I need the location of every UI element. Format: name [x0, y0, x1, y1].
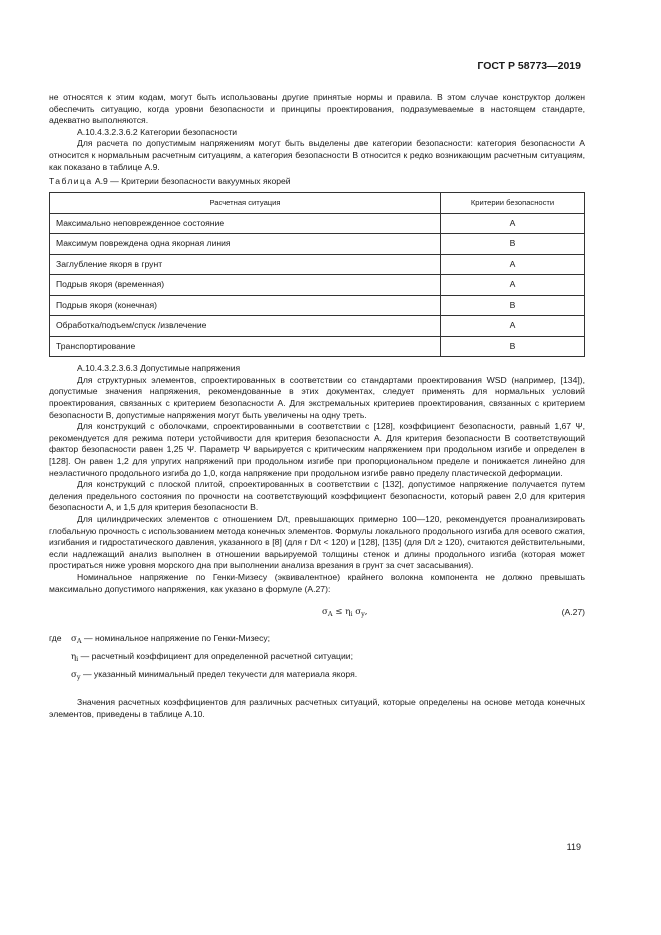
table-cell: Максимально неповрежденное состояние	[50, 213, 441, 234]
legend-item: $\sigma_A$ — номинальное напряжение по Генки-Мизесу;	[71, 633, 271, 646]
table-row	[50, 275, 585, 296]
table-row	[50, 234, 585, 255]
legend-lead: где	[49, 633, 62, 644]
table-row	[50, 336, 585, 357]
symbol-legend	[49, 633, 585, 687]
table-row	[50, 316, 585, 337]
table-cell: B	[441, 234, 585, 255]
table-cell: Транспортирование	[50, 336, 441, 357]
page-number: 119	[566, 842, 581, 852]
page-content	[49, 92, 585, 720]
table-cell: A	[441, 316, 585, 337]
document-header: ГОСТ Р 58773—2019	[477, 60, 581, 72]
table-cell: A	[441, 213, 585, 234]
section-heading: A.10.4.3.2.3.6.2 Категории безопасности	[77, 126, 238, 137]
table-cell: Обработка/подъем/спуск /извлечение	[50, 316, 441, 337]
safety-criteria-table	[49, 192, 585, 358]
table-cell: Подрыв якоря (временная)	[50, 275, 441, 296]
paragraph: Значения расчетных коэффициентов для различных расчетных ситуаций, которые определены на основе метода конечных элементов, приведены в таблице А.10.	[49, 697, 585, 719]
paragraph: Для расчета по допустимым напряжениям могут быть выделены две категории безопасности: категория безопасности А относится к нормальным расчетным ситуациям, а категория безопасности В относится к редко возникающим расчетным ситуациям, как показано в таблице А.9.	[49, 138, 585, 172]
table-cell: B	[441, 336, 585, 357]
table-row	[50, 254, 585, 275]
table-caption	[49, 176, 585, 188]
table-cell: Заглубление якоря в грунт	[50, 254, 441, 275]
table-header-cell: Расчетная ситуация	[50, 192, 441, 213]
table-cell: Подрыв якоря (конечная)	[50, 295, 441, 316]
section-heading: A.10.4.3.2.3.6.3 Допустимые напряжения	[77, 363, 241, 374]
formula-number: (А.27)	[561, 607, 585, 618]
paragraph: Для структурных элементов, спроектированных в соответствии со стандартами проектирования WSD (например, [134]), допустимые значения напряжения, рекомендованные в этих документах, следует применять для нормальных условий проектирования, связанных с критерием безопасности А. Для экстремальных критериев проектирования, связанных с критерием безопасности В, допустимые напряжения могут быть увеличены на одну треть.	[49, 374, 585, 420]
table-row	[50, 295, 585, 316]
legend-row	[49, 633, 585, 651]
legend-row	[49, 669, 585, 687]
paragraph: Для цилиндрических элементов с отношением D/t, превышающих примерно 100—120, рекомендуется проанализировать глобальную прочность с использованием метода конечных элементов. Формулы локального продольного изгиба для осевого сжатия, изгибания и гидростатического давления, указанного в [8] (для r D/t < 120) и [128], [135] (для D/t ≥ 120), считаются действительными, если надлежащий анализ выполнен в отношении варьируемой толщины стенок и длины продольного изгиба (которая может простираться ниже уровня морского дна при выполнении анализа врезания в грунт за счет засасывания).	[49, 513, 585, 571]
legend-item: $\sigma_y$ — указанный минимальный предел текучести для материала якоря.	[71, 669, 358, 682]
table-cell: A	[441, 254, 585, 275]
paragraph: Для конструкций с плоской плитой, спроектированных в соответствии с [132], допустимое напряжение получается путем деления предельного состояния по прочности на соответствующий коэффициент безопасности, который равен 2,0 для критерия безопасности А, и 1,5 для критерия безопасности В.	[49, 479, 585, 513]
table-row	[50, 213, 585, 234]
table-cell: A	[441, 275, 585, 296]
table-caption-prefix: Таблица	[49, 176, 93, 187]
paragraph: Для конструкций с оболочками, спроектированными в соответствии с [128], коэффициент безопасности, равный 1,67 Ψ, рекомендуется для режима потери устойчивости для критерия безопасности А. Для критерия безопасности В соответствующий фактор безопасности равен 1,25 Ψ. Параметр Ψ варьируется с критическим напряжением при продольном изгибе и определен в [128]. Он равен 1,2 для упругих напряжений при продольном изгибе при пропорциональном пределе и понижается линейно для неэластичного продольного изгиба до 1,0, когда напряжение при продольном изгибе равно пределу пластической деформации.	[49, 421, 585, 478]
formula-expression: $\sigma_A \le \eta_i$ $\sigma_y$,	[322, 607, 368, 619]
table-header-row	[50, 192, 585, 213]
table-header-cell: Критерии безопасности	[441, 192, 585, 213]
formula-a27	[49, 599, 585, 629]
table-cell: Максимум повреждена одна якорная линия	[50, 234, 441, 255]
legend-row	[49, 651, 585, 669]
paragraph: Номинальное напряжение по Генки-Мизесу (эквивалентное) крайнего волокна компонента не должно превышать максимально допустимого напряжения, как указано в формуле (А.27):	[49, 571, 585, 594]
table-cell: B	[441, 295, 585, 316]
table-caption-text: А.9 — Критерии безопасности вакуумных якорей	[92, 176, 291, 187]
legend-item: $\eta_i$ — расчетный коэффициент для определенной расчетной ситуации;	[71, 651, 353, 664]
paragraph: не относятся к этим кодам, могут быть использованы другие принятые нормы и правила. В этом случае конструктор должен обеспечить ситуацию, когда уровни безопасности и принципы проектирования, подразумеваемые в настоящем стандарте, адекватно выполняются.	[49, 92, 585, 126]
